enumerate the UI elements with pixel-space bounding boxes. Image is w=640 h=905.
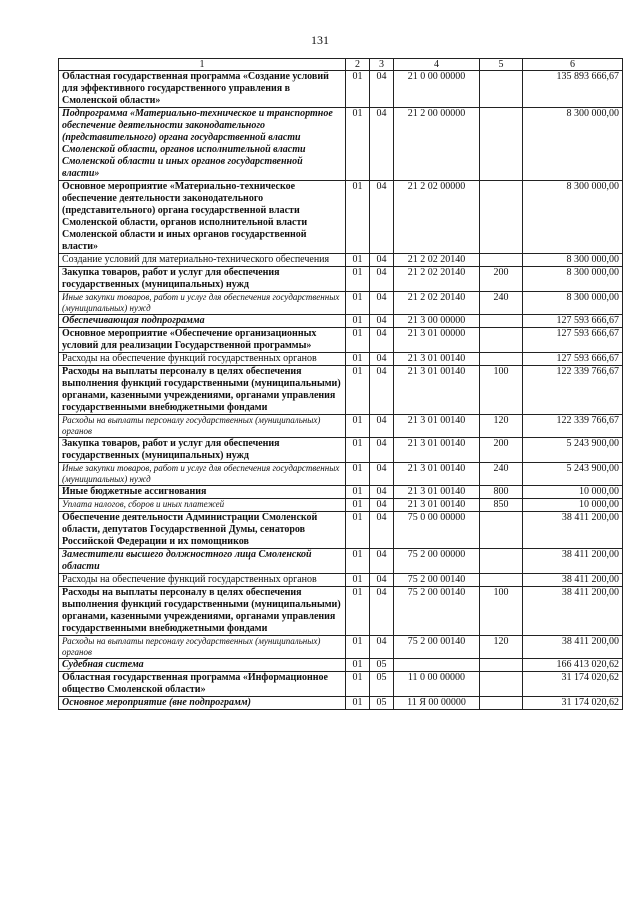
subsection-code: 04: [370, 486, 394, 499]
expense-type-code: [480, 697, 523, 710]
amount: 166 413 020,62: [523, 659, 623, 672]
section-code: 01: [346, 353, 370, 366]
table-header-row: [59, 59, 623, 71]
target-article-code: 21 3 01 00140: [394, 415, 480, 438]
table-row: [59, 549, 623, 574]
item-name: Заместители высшего должностного лица Смоленской области: [59, 549, 346, 574]
expense-type-code: [480, 328, 523, 353]
target-article-code: 11 0 00 00000: [394, 672, 480, 697]
subsection-code: 04: [370, 438, 394, 463]
section-code: 01: [346, 328, 370, 353]
target-article-code: 21 3 01 00140: [394, 438, 480, 463]
subsection-code: 04: [370, 574, 394, 587]
section-code: 01: [346, 697, 370, 710]
subsection-code: 04: [370, 415, 394, 438]
table-row: [59, 292, 623, 315]
section-code: 01: [346, 108, 370, 181]
item-name: Иные бюджетные ассигнования: [59, 486, 346, 499]
section-code: 01: [346, 499, 370, 512]
amount: 127 593 666,67: [523, 328, 623, 353]
expense-type-code: 120: [480, 415, 523, 438]
item-name: Закупка товаров, работ и услуг для обеспечения государственных (муниципальных) нужд: [59, 267, 346, 292]
expense-type-code: [480, 353, 523, 366]
table-row: [59, 587, 623, 636]
header-col-4: 4: [394, 59, 480, 71]
page-number: 131: [311, 33, 329, 47]
expense-type-code: [480, 512, 523, 549]
amount: 10 000,00: [523, 499, 623, 512]
section-code: 01: [346, 574, 370, 587]
expense-type-code: [480, 181, 523, 254]
subsection-code: 04: [370, 587, 394, 636]
target-article-code: 75 2 00 00140: [394, 574, 480, 587]
table-row: [59, 254, 623, 267]
amount: 38 411 200,00: [523, 636, 623, 659]
section-code: 01: [346, 672, 370, 697]
subsection-code: 05: [370, 697, 394, 710]
expense-type-code: [480, 108, 523, 181]
amount: 8 300 000,00: [523, 267, 623, 292]
table-row: [59, 697, 623, 710]
target-article-code: 21 3 01 00140: [394, 499, 480, 512]
section-code: 01: [346, 549, 370, 574]
amount: 31 174 020,62: [523, 697, 623, 710]
expense-type-code: 100: [480, 587, 523, 636]
expense-type-code: [480, 549, 523, 574]
amount: 31 174 020,62: [523, 672, 623, 697]
item-name: Уплата налогов, сборов и иных платежей: [59, 499, 346, 512]
item-name: Областная государственная программа «Создание условий для эффективного государственного управления в Смоленской области»: [59, 71, 346, 108]
section-code: 01: [346, 486, 370, 499]
amount: 135 893 666,67: [523, 71, 623, 108]
expense-type-code: [480, 672, 523, 697]
subsection-code: 04: [370, 463, 394, 486]
expense-type-code: 100: [480, 366, 523, 415]
subsection-code: 05: [370, 672, 394, 697]
expense-type-code: 800: [480, 486, 523, 499]
subsection-code: 04: [370, 353, 394, 366]
subsection-code: 04: [370, 292, 394, 315]
expense-type-code: 240: [480, 292, 523, 315]
item-name: Расходы на выплаты персоналу в целях обеспечения выполнения функций государственными (муниципальными) органами, казенными учреждениями, органами управления государственными внебюджетными фондами: [59, 366, 346, 415]
item-name: Расходы на обеспечение функций государственных органов: [59, 574, 346, 587]
target-article-code: [394, 659, 480, 672]
target-article-code: 21 3 00 00000: [394, 315, 480, 328]
item-name: Создание условий для материально-технического обеспечения: [59, 254, 346, 267]
target-article-code: 75 0 00 00000: [394, 512, 480, 549]
header-col-2: 2: [346, 59, 370, 71]
section-code: 01: [346, 587, 370, 636]
amount: 10 000,00: [523, 486, 623, 499]
item-name: Основное мероприятие «Обеспечение организационных условий для реализации Государственной программы»: [59, 328, 346, 353]
amount: 122 339 766,67: [523, 415, 623, 438]
section-code: 01: [346, 659, 370, 672]
subsection-code: 04: [370, 366, 394, 415]
amount: 127 593 666,67: [523, 353, 623, 366]
target-article-code: 21 3 01 00000: [394, 328, 480, 353]
item-name: Обеспечивающая подпрограмма: [59, 315, 346, 328]
expense-type-code: [480, 254, 523, 267]
amount: 38 411 200,00: [523, 574, 623, 587]
table-row: [59, 438, 623, 463]
subsection-code: 04: [370, 499, 394, 512]
table-row: [59, 636, 623, 659]
table-row: [59, 659, 623, 672]
subsection-code: 04: [370, 108, 394, 181]
table-row: [59, 315, 623, 328]
section-code: 01: [346, 181, 370, 254]
table-row: [59, 328, 623, 353]
table-row: [59, 512, 623, 549]
section-code: 01: [346, 438, 370, 463]
table-row: [59, 353, 623, 366]
section-code: 01: [346, 463, 370, 486]
header-col-5: 5: [480, 59, 523, 71]
target-article-code: 21 2 00 00000: [394, 108, 480, 181]
amount: 8 300 000,00: [523, 181, 623, 254]
header-col-3: 3: [370, 59, 394, 71]
table-body: [59, 71, 623, 710]
subsection-code: 04: [370, 549, 394, 574]
amount: 38 411 200,00: [523, 587, 623, 636]
table-row: [59, 574, 623, 587]
amount: 8 300 000,00: [523, 292, 623, 315]
item-name: Иные закупки товаров, работ и услуг для обеспечения государственных (муниципальных) нужд: [59, 463, 346, 486]
target-article-code: 75 2 00 00000: [394, 549, 480, 574]
section-code: 01: [346, 71, 370, 108]
item-name: Расходы на выплаты персоналу в целях обеспечения выполнения функций государственными (муниципальными) органами, казенными учреждениями, органами управления государственными внебюджетными фондами: [59, 587, 346, 636]
amount: 8 300 000,00: [523, 254, 623, 267]
item-name: Судебная система: [59, 659, 346, 672]
item-name: Основное мероприятие (вне подпрограмм): [59, 697, 346, 710]
target-article-code: 21 3 01 00140: [394, 463, 480, 486]
target-article-code: 75 2 00 00140: [394, 587, 480, 636]
target-article-code: 21 3 01 00140: [394, 486, 480, 499]
subsection-code: 04: [370, 181, 394, 254]
expense-type-code: 200: [480, 267, 523, 292]
item-name: Расходы на выплаты персоналу государственных (муниципальных) органов: [59, 415, 346, 438]
amount: 38 411 200,00: [523, 549, 623, 574]
amount: 5 243 900,00: [523, 463, 623, 486]
table-row: [59, 108, 623, 181]
section-code: 01: [346, 512, 370, 549]
expense-type-code: 850: [480, 499, 523, 512]
table-row: [59, 463, 623, 486]
expense-type-code: [480, 71, 523, 108]
item-name: Подпрограмма «Материально-техническое и транспортное обеспечение деятельности законодательного (представительного) органа государственной власти Смоленской области, органов исполнительной власти Смоленской области и иных органов государственной власти»: [59, 108, 346, 181]
budget-table: [58, 58, 623, 710]
target-article-code: 21 0 00 00000: [394, 71, 480, 108]
amount: 38 411 200,00: [523, 512, 623, 549]
header-col-6: 6: [523, 59, 623, 71]
expense-type-code: [480, 659, 523, 672]
subsection-code: 04: [370, 512, 394, 549]
item-name: Закупка товаров, работ и услуг для обеспечения государственных (муниципальных) нужд: [59, 438, 346, 463]
target-article-code: 21 2 02 20140: [394, 254, 480, 267]
target-article-code: 11 Я 00 00000: [394, 697, 480, 710]
subsection-code: 04: [370, 71, 394, 108]
target-article-code: 75 2 00 00140: [394, 636, 480, 659]
amount: 122 339 766,67: [523, 366, 623, 415]
target-article-code: 21 3 01 00140: [394, 353, 480, 366]
target-article-code: 21 3 01 00140: [394, 366, 480, 415]
section-code: 01: [346, 636, 370, 659]
table-row: [59, 672, 623, 697]
amount: 5 243 900,00: [523, 438, 623, 463]
item-name: Основное мероприятие «Материально-техническое обеспечение деятельности законодательного (представительного) органа государственной власти Смоленской области, органов исполнительной власти Смоленской области и иных органов государственной власти»: [59, 181, 346, 254]
subsection-code: 04: [370, 636, 394, 659]
item-name: Обеспечение деятельности Администрации Смоленской области, депутатов Государственной Думы, сенаторов Российской Федерации и их помощников: [59, 512, 346, 549]
section-code: 01: [346, 267, 370, 292]
section-code: 01: [346, 315, 370, 328]
expense-type-code: 120: [480, 636, 523, 659]
table-row: [59, 486, 623, 499]
subsection-code: 04: [370, 315, 394, 328]
target-article-code: 21 2 02 20140: [394, 267, 480, 292]
expense-type-code: [480, 315, 523, 328]
expense-type-code: 240: [480, 463, 523, 486]
subsection-code: 04: [370, 254, 394, 267]
table-row: [59, 366, 623, 415]
amount: 127 593 666,67: [523, 315, 623, 328]
header-col-1: 1: [59, 59, 346, 71]
section-code: 01: [346, 254, 370, 267]
amount: 8 300 000,00: [523, 108, 623, 181]
table-row: [59, 181, 623, 254]
target-article-code: 21 2 02 00000: [394, 181, 480, 254]
table-row: [59, 267, 623, 292]
item-name: Расходы на обеспечение функций государственных органов: [59, 353, 346, 366]
expense-type-code: [480, 574, 523, 587]
table-row: [59, 71, 623, 108]
section-code: 01: [346, 292, 370, 315]
section-code: 01: [346, 366, 370, 415]
table-row: [59, 415, 623, 438]
expense-type-code: 200: [480, 438, 523, 463]
item-name: Областная государственная программа «Информационное общество Смоленской области»: [59, 672, 346, 697]
section-code: 01: [346, 415, 370, 438]
item-name: Расходы на выплаты персоналу государственных (муниципальных) органов: [59, 636, 346, 659]
item-name: Иные закупки товаров, работ и услуг для обеспечения государственных (муниципальных) нужд: [59, 292, 346, 315]
subsection-code: 04: [370, 328, 394, 353]
subsection-code: 05: [370, 659, 394, 672]
subsection-code: 04: [370, 267, 394, 292]
table-row: [59, 499, 623, 512]
target-article-code: 21 2 02 20140: [394, 292, 480, 315]
